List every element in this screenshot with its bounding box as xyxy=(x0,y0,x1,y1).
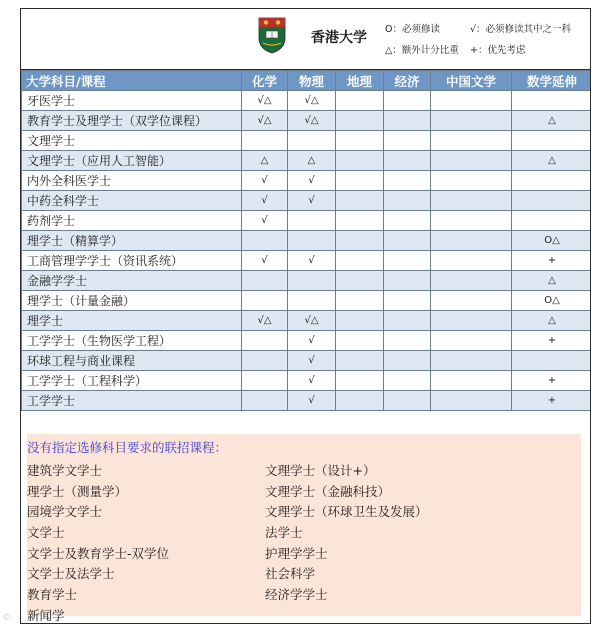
requirement-cell xyxy=(288,291,336,311)
table-row xyxy=(22,291,592,311)
program-item: 建筑学文学士 xyxy=(27,463,103,478)
program-item: 文理学士（环球卫生及发展） xyxy=(265,504,428,520)
requirement-cell: √△ xyxy=(242,311,288,331)
requirement-cell xyxy=(336,211,384,231)
requirement-cell xyxy=(336,291,384,311)
requirement-cell xyxy=(431,91,512,111)
requirement-cell xyxy=(242,371,288,391)
program-item: 园境学文学士 xyxy=(27,504,103,520)
requirement-cell xyxy=(384,271,431,291)
program-name-cell: 环球工程与商业课程 xyxy=(22,351,242,371)
requirement-cell: △ xyxy=(512,271,592,291)
program-name-cell: 理学士（精算学） xyxy=(22,231,242,251)
legend-one-of: √：必须修读其中之一科 xyxy=(470,24,572,35)
program-item: 文学士及教育学士-双学位 xyxy=(27,545,170,561)
requirement-cell xyxy=(384,351,431,371)
no-requirement-section xyxy=(21,434,591,624)
requirement-cell: √ xyxy=(242,171,288,191)
program-name-cell: 理学士（计量金融） xyxy=(22,291,242,311)
column-header: 数学延伸 xyxy=(512,71,592,91)
requirement-cell xyxy=(288,271,336,291)
requirement-cell xyxy=(336,91,384,111)
requirement-cell xyxy=(431,111,512,131)
requirement-cell xyxy=(384,311,431,331)
requirement-cell xyxy=(431,351,512,371)
program-name-cell: 文理学士（应用人工智能） xyxy=(22,151,242,171)
table-row xyxy=(22,231,592,251)
requirement-cell xyxy=(431,231,512,251)
watermark: © xyxy=(2,613,11,623)
requirement-cell xyxy=(431,131,512,151)
requirement-cell: √ xyxy=(288,371,336,391)
program-name-cell: 工学学士（工程科学） xyxy=(22,371,242,391)
table-row xyxy=(22,351,592,371)
requirement-cell xyxy=(242,391,288,411)
requirement-cell xyxy=(431,311,512,331)
program-item: 文学士及法学士 xyxy=(27,566,115,582)
requirement-cell xyxy=(336,391,384,411)
legend-priority: +：优先考虑 xyxy=(470,45,526,56)
requirement-cell xyxy=(336,111,384,131)
column-header: 中国文学 xyxy=(431,71,512,91)
requirement-cell xyxy=(512,171,592,191)
requirement-cell xyxy=(384,211,431,231)
requirement-cell xyxy=(336,131,384,151)
requirement-cell: √ xyxy=(288,351,336,371)
requirement-cell xyxy=(336,351,384,371)
column-header: 物理 xyxy=(288,71,336,91)
program-item: 经济学学士 xyxy=(265,587,328,603)
program-name-cell: 金融学学士 xyxy=(22,271,242,291)
requirement-cell: √ xyxy=(242,251,288,271)
requirement-cell xyxy=(384,91,431,111)
requirement-cell: √△ xyxy=(242,91,288,111)
requirement-cell xyxy=(288,231,336,251)
requirement-cell: + xyxy=(512,331,592,351)
requirement-cell xyxy=(512,131,592,151)
program-name-cell: 中药全科学士 xyxy=(22,191,242,211)
requirement-cell xyxy=(336,151,384,171)
table-header-row xyxy=(22,71,592,91)
requirement-cell xyxy=(431,251,512,271)
table-row xyxy=(22,131,592,151)
sheet-header xyxy=(21,9,590,70)
table-row xyxy=(22,151,592,171)
table-row xyxy=(22,191,592,211)
table-row xyxy=(22,331,592,351)
requirement-cell xyxy=(336,311,384,331)
program-item: 护理学学士 xyxy=(265,545,328,561)
table-row xyxy=(22,251,592,271)
column-header: 大学科目/课程 xyxy=(22,71,242,91)
requirement-cell xyxy=(336,251,384,271)
program-name-cell: 工商管理学学士（资讯系统） xyxy=(22,251,242,271)
program-list-right xyxy=(265,461,428,606)
table-row xyxy=(22,391,592,411)
requirement-cell: √ xyxy=(242,211,288,231)
program-item: 法学士 xyxy=(265,525,303,541)
requirement-cell xyxy=(336,231,384,251)
requirement-cell: √△ xyxy=(288,111,336,131)
requirement-cell xyxy=(512,211,592,231)
admission-requirements-sheet xyxy=(20,8,591,624)
program-item: 社会科学 xyxy=(265,566,316,582)
requirement-cell: √ xyxy=(288,391,336,411)
requirement-cell: + xyxy=(512,391,592,411)
requirement-cell xyxy=(336,331,384,351)
program-name-cell: 工学学士 xyxy=(22,391,242,411)
table-row xyxy=(22,371,592,391)
requirement-cell: + xyxy=(512,371,592,391)
requirement-cell xyxy=(336,271,384,291)
requirement-cell: O△ xyxy=(512,291,592,311)
requirement-cell xyxy=(242,231,288,251)
requirement-cell: √△ xyxy=(288,311,336,331)
table-row xyxy=(22,211,592,231)
requirement-cell xyxy=(431,371,512,391)
requirement-cell xyxy=(384,331,431,351)
table-row xyxy=(22,271,592,291)
requirement-cell xyxy=(512,351,592,371)
requirement-cell xyxy=(384,171,431,191)
requirement-cell xyxy=(384,371,431,391)
requirement-cell xyxy=(431,211,512,231)
section-title: 没有指定选修科目要求的联招课程： xyxy=(27,440,228,455)
requirement-cell: √ xyxy=(288,251,336,271)
requirement-cell: √ xyxy=(288,171,336,191)
table-row xyxy=(22,111,592,131)
requirement-cell xyxy=(512,191,592,211)
column-header: 经济 xyxy=(384,71,431,91)
requirement-cell: O△ xyxy=(512,231,592,251)
requirement-cell xyxy=(242,351,288,371)
program-name-cell: 文理学士 xyxy=(22,131,242,151)
requirement-cell xyxy=(431,331,512,351)
hku-crest-icon xyxy=(257,16,287,54)
requirement-cell xyxy=(336,191,384,211)
program-name-cell: 教育学士及理学士（双学位课程） xyxy=(22,111,242,131)
university-name: 香港大学 xyxy=(311,30,367,46)
requirement-cell xyxy=(384,111,431,131)
column-header: 地理 xyxy=(336,71,384,91)
requirement-cell xyxy=(384,231,431,251)
requirement-cell xyxy=(288,131,336,151)
requirement-cell xyxy=(384,151,431,171)
requirement-cell: △ xyxy=(512,111,592,131)
requirement-cell xyxy=(336,371,384,391)
requirement-cell xyxy=(242,291,288,311)
requirement-cell xyxy=(336,171,384,191)
legend-required: O：必须修读 xyxy=(385,24,440,35)
requirement-cell: + xyxy=(512,251,592,271)
requirement-cell xyxy=(431,171,512,191)
program-list-left xyxy=(27,461,169,624)
requirement-cell xyxy=(431,151,512,171)
requirement-cell xyxy=(242,271,288,291)
table-body xyxy=(22,91,592,411)
requirement-cell: √△ xyxy=(242,111,288,131)
program-item: 文学士 xyxy=(27,525,65,541)
requirement-cell xyxy=(431,271,512,291)
requirement-cell: △ xyxy=(512,311,592,331)
requirement-cell xyxy=(431,391,512,411)
table-row xyxy=(22,91,592,111)
program-item: 教育学士 xyxy=(27,587,78,603)
requirement-cell xyxy=(431,291,512,311)
requirement-cell xyxy=(242,131,288,151)
requirement-cell xyxy=(431,191,512,211)
requirement-cell xyxy=(288,211,336,231)
program-item: 新闻学 xyxy=(27,607,65,623)
requirement-cell xyxy=(384,291,431,311)
requirement-cell: √ xyxy=(288,331,336,351)
program-name-cell: 内外全科医学士 xyxy=(22,171,242,191)
legend-extra-weight: △：额外计分比重 xyxy=(385,45,459,56)
requirement-cell: △ xyxy=(288,151,336,171)
program-name-cell: 药剂学士 xyxy=(22,211,242,231)
table-row xyxy=(22,171,592,191)
program-item: 文理学士（金融科技） xyxy=(265,483,391,499)
program-item: 理学士（测量学） xyxy=(27,483,128,499)
requirement-cell: √ xyxy=(242,191,288,211)
table-row xyxy=(22,311,592,331)
requirement-cell: △ xyxy=(242,151,288,171)
requirement-cell xyxy=(384,191,431,211)
requirement-cell xyxy=(384,131,431,151)
requirement-cell: √△ xyxy=(288,91,336,111)
requirement-cell xyxy=(384,391,431,411)
requirement-cell xyxy=(242,331,288,351)
program-name-cell: 牙医学士 xyxy=(22,91,242,111)
program-name-cell: 工学学士（生物医学工程） xyxy=(22,331,242,351)
requirements-table xyxy=(21,70,591,411)
requirement-cell xyxy=(384,251,431,271)
requirement-cell xyxy=(512,91,592,111)
program-item: 文理学士（设计+） xyxy=(265,463,376,478)
requirement-cell: △ xyxy=(512,151,592,171)
requirement-cell: √ xyxy=(288,191,336,211)
column-header: 化学 xyxy=(242,71,288,91)
program-name-cell: 理学士 xyxy=(22,311,242,331)
